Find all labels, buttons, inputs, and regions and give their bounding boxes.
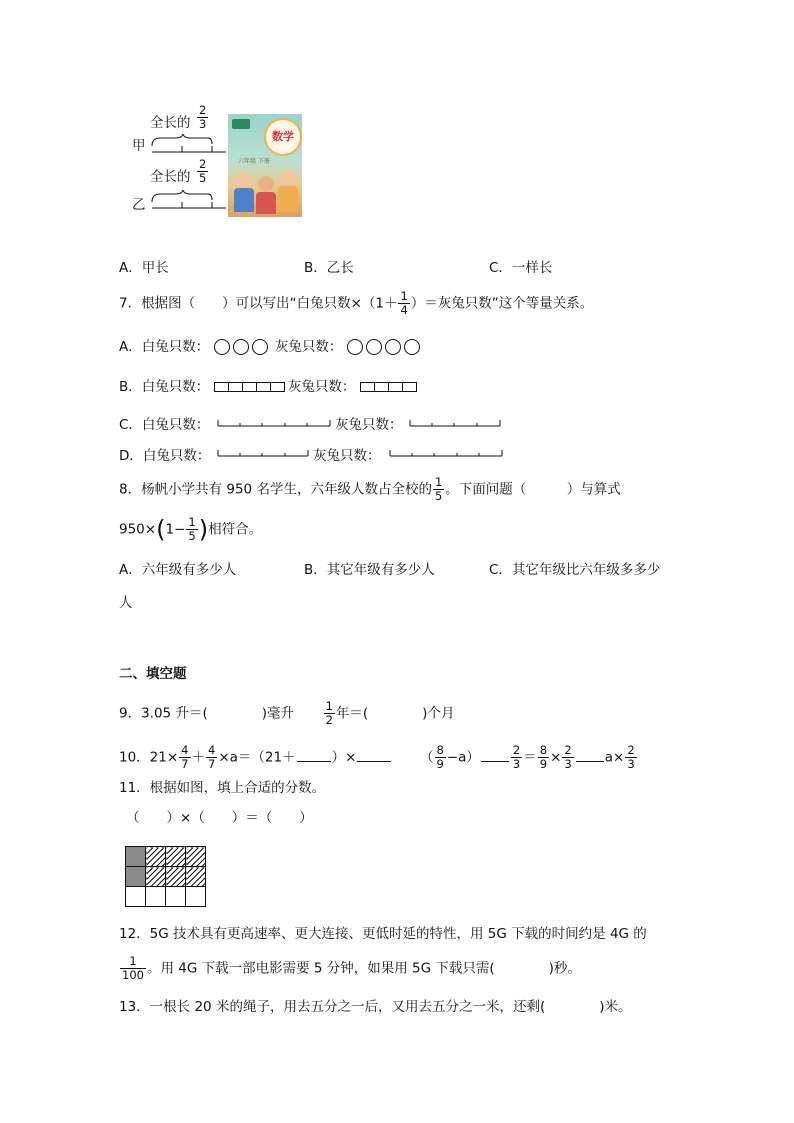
q10-part2: （ $\frac{8}{9}$ −a） $\frac{2}{3}$ ＝ $\frac{8}{9}$ × $\frac{2}{3}$ a× $\frac{2}{3}$ bbox=[420, 743, 635, 771]
white-rabbit-boxes bbox=[214, 379, 284, 395]
q7-option-c: C．白兔只数： bbox=[119, 417, 210, 433]
yi-caption: 全长的 bbox=[150, 169, 191, 185]
book-grade: 六年级 下册 bbox=[238, 158, 270, 165]
child-illustration bbox=[278, 186, 298, 212]
q12-line1: 12．5G 技术具有更高速率、更大连接、更低时延的特性，用 5G 下载的时间约是 4G 的 bbox=[119, 926, 647, 942]
q9-fraction: $\frac{1}{2}$ bbox=[325, 699, 333, 727]
yi-brace bbox=[150, 190, 230, 216]
answer-blank[interactable] bbox=[576, 749, 604, 762]
circle-icon bbox=[366, 339, 382, 355]
q7-option-d: D．白兔只数： bbox=[119, 448, 211, 464]
publisher-logo bbox=[232, 119, 250, 129]
q7-fraction: $\frac{1}{4}$ bbox=[400, 289, 408, 317]
q7-c-gray-segment bbox=[409, 418, 503, 430]
circle-icon bbox=[347, 339, 363, 355]
q8-stem: 8．杨帆小学共有 950 名学生，六年级人数占全校的 $\frac{1}{5}$ 。下面问题（ ）与算式 bbox=[119, 475, 621, 503]
child-illustration bbox=[236, 172, 252, 188]
q8-option-c: C．其它年级比六年级多多少 bbox=[489, 562, 661, 578]
gray-rabbit-boxes bbox=[360, 379, 416, 395]
q13: 13．一根长 20 米的绳子，用去五分之一后，又用去五分之一米，还剩( )米。 bbox=[119, 999, 632, 1015]
q8-expr-fraction: $\frac{1}{5}$ bbox=[188, 515, 196, 543]
jia-fraction: $\frac{2}{3}$ bbox=[199, 103, 207, 131]
jia-brace bbox=[150, 134, 230, 160]
q10-part1: 10．21× $\frac{4}{7}$ ＋ $\frac{4}{7}$ ×a＝（21＋ ）× bbox=[119, 744, 392, 771]
q8-option-c-wrap: 人 bbox=[119, 595, 133, 611]
q12-line2: $\frac{1}{100}$ 。用 4G 下载一部电影需要 5 分钟，如果用 5G 下载只需( )秒。 bbox=[122, 954, 581, 982]
circle-icon bbox=[233, 339, 249, 355]
child-illustration bbox=[256, 192, 276, 214]
book-title: 数学 bbox=[264, 118, 302, 156]
child-illustration bbox=[280, 170, 296, 186]
jia-caption: 全长的 bbox=[150, 115, 191, 131]
q7-stem: 7．根据图（ ）可以写出“白兔只数×（1＋ $\frac{1}{4}$ ）＝灰兔只数”这个等量关系。 bbox=[119, 289, 594, 317]
circle-icon bbox=[252, 339, 268, 355]
circle-icon bbox=[214, 339, 230, 355]
math-book-cover-image bbox=[228, 114, 302, 217]
q11-shaded-grid bbox=[125, 846, 206, 907]
q7-c-white-segment bbox=[217, 418, 333, 430]
yi-label: 乙 bbox=[132, 197, 146, 213]
jia-label: 甲 bbox=[132, 138, 146, 154]
circle-icon bbox=[385, 339, 401, 355]
answer-blank[interactable] bbox=[481, 749, 509, 762]
q8-option-a: A．六年级有多少人 bbox=[119, 562, 237, 578]
q6-option-c: C．一样长 bbox=[489, 260, 553, 276]
answer-blank[interactable] bbox=[297, 749, 331, 762]
q11-stem: 11．根据如图，填上合适的分数。 bbox=[119, 780, 326, 796]
q7-option-a: A．白兔只数： 灰兔只数： bbox=[119, 338, 423, 356]
answer-blank[interactable] bbox=[357, 749, 391, 762]
q6-option-b: B．乙长 bbox=[304, 260, 354, 276]
q7-d-gray-segment bbox=[389, 448, 505, 460]
section-title: 二、填空题 bbox=[119, 666, 187, 682]
q7-c-gray-label: 灰兔只数： bbox=[335, 417, 403, 433]
q9: 9．3.05 升＝( )毫升 $\frac{1}{2}$ 年＝( )个月 bbox=[119, 699, 455, 727]
q11-blanks[interactable]: （ ）×（ ）＝（ ） bbox=[126, 810, 313, 826]
q8-fraction: $\frac{1}{5}$ bbox=[434, 475, 443, 503]
child-illustration bbox=[258, 176, 274, 192]
child-illustration bbox=[234, 188, 254, 212]
q7-option-b: B．白兔只数： 灰兔只数： bbox=[119, 378, 416, 396]
q12-fraction: $\frac{1}{100}$ bbox=[122, 954, 144, 982]
yi-fraction: $\frac{2}{5}$ bbox=[199, 157, 207, 185]
q7-d-white-segment bbox=[217, 448, 311, 460]
q8-option-b: B．其它年级有多少人 bbox=[304, 562, 435, 578]
circle-icon bbox=[404, 339, 420, 355]
q8-expression: 950×(1− $\frac{1}{5}$ )相符合。 bbox=[119, 515, 263, 544]
q6-option-a: A．甲长 bbox=[119, 260, 169, 276]
q7-d-gray-label: 灰兔只数： bbox=[313, 448, 381, 464]
